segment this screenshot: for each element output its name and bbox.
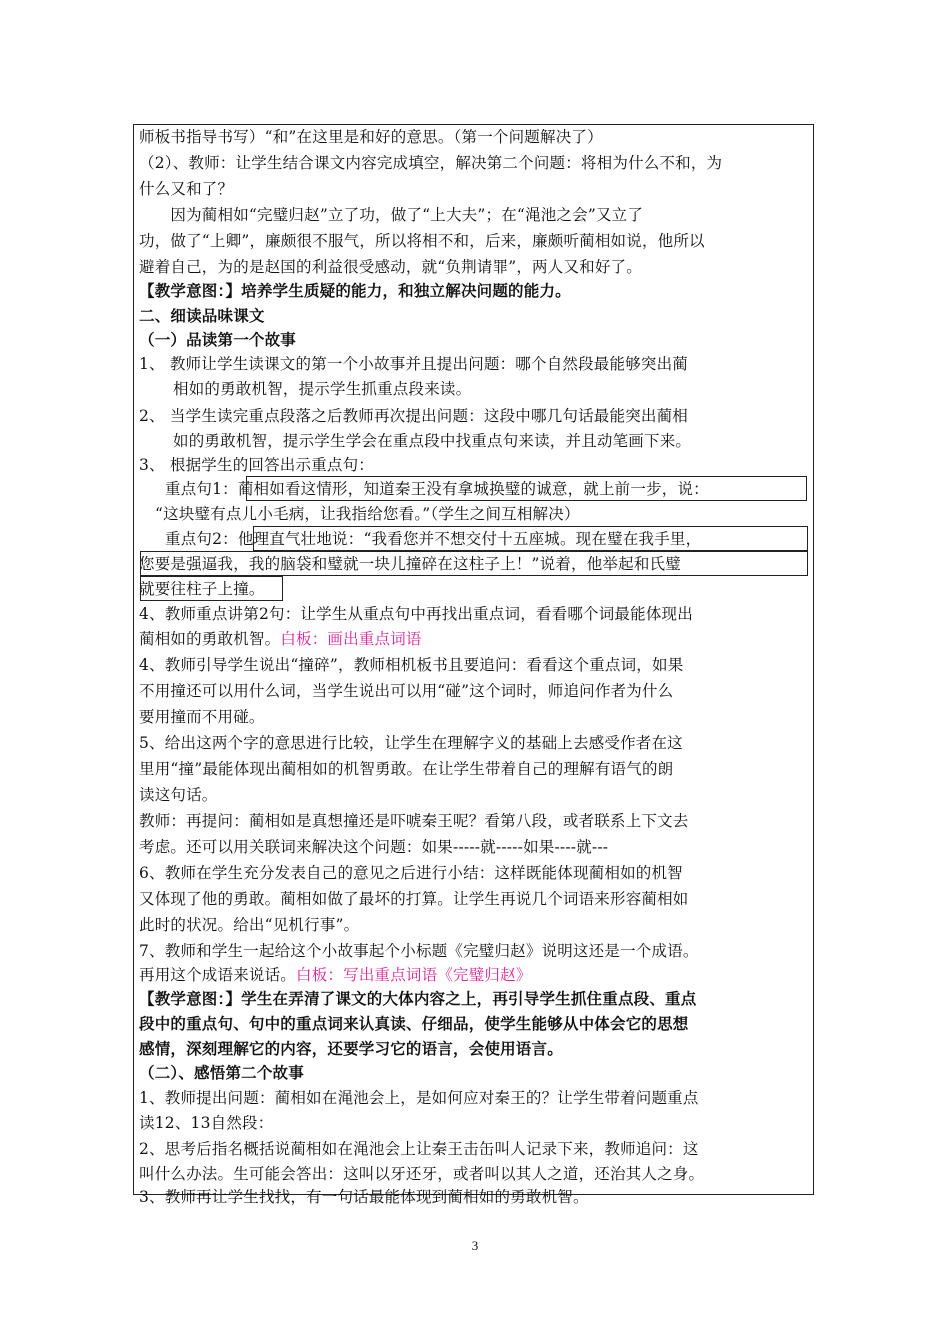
- text-line: （2）、教师：让学生结合课文内容完成填空，解决第二个问题：将相为什么不和，为: [139, 154, 723, 172]
- whiteboard-note: 白板：画出重点词语: [280, 630, 422, 648]
- text-line: 功，做了“上卿”，廉颇很不服气，所以将相不和，后来，廉颇听蔺相如说，他所以: [139, 232, 705, 250]
- teaching-intent-text: 感情，深刻理解它的内容，还要学习它的语言，会使用语言。: [139, 1039, 563, 1058]
- text-line: 蔺相如的勇敢机智。白板：画出重点词语: [139, 630, 422, 648]
- list-item: 3、 根据学生的回答出示重点句：: [139, 456, 374, 474]
- text-line: 里用“撞”最能体现出蔺相如的机智勇敢。在让学生带着自己的理解有语气的朗: [139, 760, 674, 778]
- teaching-intent-text: 段中的重点句、句中的重点词来认真读、仔细品，使学生能够从中体会它的思想: [139, 1014, 689, 1033]
- key-sentence-1: 重点句1：蔺相如看这情形，知道秦王没有拿城换璧的诚意，就上前一步，说：: [165, 480, 709, 498]
- text-line: 又体现了他的勇敢。蔺相如做了最坏的打算。让学生再说几个词语来形容蔺相如: [139, 890, 689, 908]
- text-line: 4、教师重点讲第2句：让学生从重点句中再找出重点词，看看哪个词最能体现出: [139, 605, 693, 623]
- list-item: 2、 当学生读完重点段落之后教师再次提出问题：这段中哪几句话最能突出蔺相: [139, 407, 688, 425]
- key-sentence-2-continued: 就要往柱子上撞。: [139, 580, 265, 598]
- whiteboard-note: 白板：写出重点词语《完璧归赵》: [296, 966, 532, 984]
- text-line: 读这句话。: [139, 786, 218, 804]
- teaching-intent-heading: 【教学意图：】学生在弄清了课文的大体内容之上，再引导学生抓住重点段、重点: [139, 989, 697, 1008]
- key-sentence-2: 重点句2：他理直气壮地说：“我看您并不想交付十五座城。现在璧在我手里，: [165, 530, 702, 548]
- text-line: 3、教师再让学生找找，有一句话最能体现到蔺相如的勇敢机智。: [139, 1188, 589, 1206]
- text-line: 4、教师引导学生说出“撞碎”，教师相机板书且要追问：看看这个重点词，如果: [139, 656, 684, 674]
- text-line: 6、教师在学生充分发表自己的意见之后进行小结：这样既能体现蔺相如的机智: [139, 864, 683, 882]
- text-line: 不用撞还可以用什么词，当学生说出可以用“碰”这个词时，师追问作者为什么: [139, 682, 674, 700]
- text-line: 2、思考后指名概括说蔺相如在渑池会上让秦王击缶叫人记录下来，教师追问：这: [139, 1140, 699, 1158]
- text-line: 什么又和了？: [139, 180, 234, 198]
- text-line: 教师：再提问：蔺相如是真想撞还是吓唬秦王呢？看第八段，或者联系上下文去: [139, 812, 689, 830]
- text-line: 考虑。还可以用关联词来解决这个问题：如果-----就-----如果----就---: [139, 838, 609, 856]
- text-line: 此时的状况。给出“见机行事”。: [139, 916, 360, 934]
- text-line: 1、教师提出问题：蔺相如在渑池会上，是如何应对秦王的？让学生带着问题重点: [139, 1089, 699, 1107]
- subsection-heading: （二）、感悟第二个故事: [139, 1063, 304, 1082]
- text-line: 避着自己，为的是赵国的利益很受感动，就“负荆请罪”，两人又和好了。: [139, 258, 642, 276]
- text-line: 5、给出这两个字的意思进行比较，让学生在理解字义的基础上去感受作者在这: [139, 734, 683, 752]
- list-item-continued: 相如的勇敢机智，提示学生抓重点段来读。: [173, 380, 472, 398]
- section-heading: 二、细读品味课文: [139, 306, 265, 325]
- text-line: 7、教师和学生一起给这个小故事起个小标题《完璧归赵》说明这还是一个成语。: [139, 942, 699, 960]
- list-item-continued: 如的勇敢机智，提示学生学会在重点段中找重点句来读，并且动笔画下来。: [173, 432, 692, 450]
- text-line: 因为蔺相如“完璧归赵”立了功，做了“上大夫”；在“渑池之会”又立了: [139, 206, 644, 224]
- text-line: 读12、13自然段：: [139, 1114, 274, 1132]
- list-item: 1、 教师让学生读课文的第一个小故事并且提出问题：哪个自然段最能够突出蔺: [139, 355, 688, 373]
- key-sentence-2-continued: 您要是强逼我，我的脑袋和璧就一块儿撞碎在这柱子上！”说着，他举起和氏璧: [139, 555, 681, 573]
- subsection-heading: （一）品读第一个故事: [139, 330, 297, 349]
- text-line: 叫什么办法。生可能会答出：这叫以牙还牙，或者叫以其人之道，还治其人之身。: [139, 1165, 705, 1183]
- text-line: 再用这个成语来说话。白板：写出重点词语《完璧归赵》: [139, 966, 532, 984]
- key-sentence-1-continued: “这块璧有点儿小毛病，让我指给您看。”（学生之间互相解决）: [155, 505, 580, 523]
- text-line: 师板书指导书写）“和”在这里是和好的意思。（第一个问题解决了）: [139, 128, 603, 146]
- page-number: 3: [471, 1238, 479, 1253]
- teaching-intent-heading: 【教学意图：】培养学生质疑的能力，和独立解决问题的能力。: [139, 281, 571, 300]
- text-line: 要用撞而不用碰。: [139, 708, 265, 726]
